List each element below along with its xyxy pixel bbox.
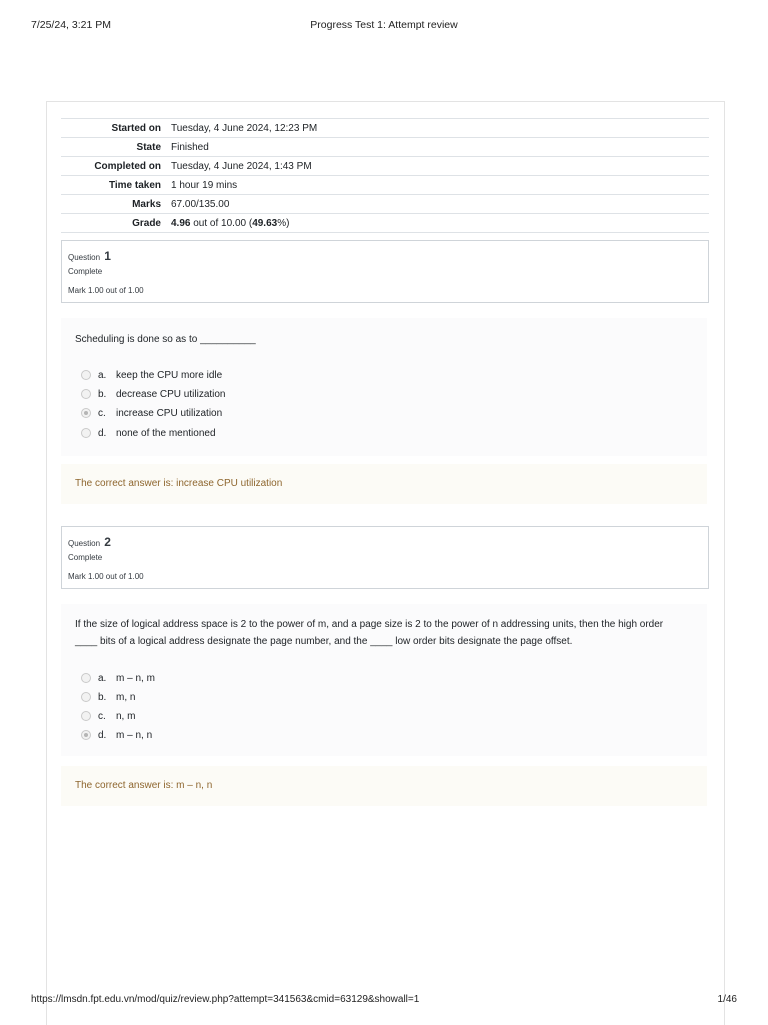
question-text: Scheduling is done so as to __________ [75, 334, 256, 345]
answer-letter: b. [98, 388, 107, 400]
question-2-formulation [61, 604, 707, 756]
question-1-info [61, 240, 709, 303]
print-page-title: Progress Test 1: Attempt review [310, 19, 458, 31]
question-prefix: Question [68, 539, 101, 548]
answer-text: m – n, n [116, 729, 153, 741]
print-header [31, 19, 737, 35]
answer-option-d[interactable] [81, 426, 216, 440]
summary-value: Tuesday, 4 June 2024, 1:43 PM [171, 160, 312, 172]
summary-row-time-taken [61, 175, 709, 194]
grade-percent: 49.63 [252, 217, 278, 229]
summary-label: Marks [132, 198, 161, 210]
answer-option-c[interactable] [81, 709, 135, 723]
summary-row-started [61, 118, 709, 137]
answer-letter: c. [98, 710, 106, 722]
question-number [68, 535, 111, 549]
question-state: Complete [68, 267, 103, 276]
summary-label: Started on [111, 122, 161, 134]
radio-button-selected[interactable] [81, 408, 91, 418]
radio-button[interactable] [81, 370, 91, 380]
summary-row-grade [61, 213, 709, 233]
print-footer [31, 994, 737, 1008]
radio-button[interactable] [81, 673, 91, 683]
question-number-value: 2 [104, 535, 111, 549]
summary-label: Time taken [108, 179, 161, 191]
answer-letter: a. [98, 369, 107, 381]
summary-row-state [61, 137, 709, 156]
question-state: Complete [68, 553, 103, 562]
answer-text: n, m [116, 710, 136, 722]
question-2-feedback [61, 766, 707, 806]
correct-answer-text: The correct answer is: increase CPU utilization [75, 478, 283, 489]
print-url: https://lmsdn.fpt.edu.vn/mod/quiz/review.php?attempt=341563&cmid=63129&showall=1 [31, 994, 420, 1005]
question-text-line-2: ____ bits of a logical address designate the page number, and the ____ low order bits designate the page offset. [75, 636, 573, 647]
question-prefix: Question [68, 253, 101, 262]
summary-value: Finished [171, 141, 209, 153]
answer-letter: a. [98, 672, 107, 684]
correct-answer-text: The correct answer is: m – n, n [75, 780, 213, 791]
answer-text: m – n, m [116, 672, 155, 684]
summary-label: Completed on [94, 160, 161, 172]
question-1-formulation [61, 318, 707, 456]
summary-row-marks [61, 194, 709, 213]
question-number-value: 1 [104, 249, 111, 263]
answer-text: increase CPU utilization [116, 407, 223, 419]
radio-button[interactable] [81, 692, 91, 702]
answer-option-a[interactable] [81, 671, 155, 685]
summary-label: Grade [132, 217, 161, 229]
summary-value: 67.00/135.00 [171, 198, 230, 210]
summary-label: State [136, 141, 161, 153]
answer-option-b[interactable] [81, 387, 226, 401]
answer-letter: c. [98, 407, 106, 419]
attempt-summary-table [61, 118, 709, 233]
answer-option-b[interactable] [81, 690, 135, 704]
answer-text: none of the mentioned [116, 427, 216, 439]
question-grade: Mark 1.00 out of 1.00 [68, 572, 144, 581]
answer-letter: d. [98, 427, 107, 439]
grade-out-of: out of 10.00 ( [190, 217, 253, 229]
answer-letter: b. [98, 691, 107, 703]
answer-option-a[interactable] [81, 368, 222, 382]
summary-value: 1 hour 19 mins [171, 179, 238, 191]
grade-score: 4.96 [171, 217, 191, 229]
summary-value [171, 218, 709, 229]
print-page-number: 1/46 [717, 994, 737, 1005]
radio-button[interactable] [81, 711, 91, 721]
print-date: 7/25/24, 3:21 PM [31, 19, 111, 31]
radio-button[interactable] [81, 389, 91, 399]
radio-button[interactable] [81, 428, 91, 438]
answer-text: keep the CPU more idle [116, 369, 223, 381]
answer-option-c[interactable] [81, 406, 222, 420]
radio-button-selected[interactable] [81, 730, 91, 740]
question-grade: Mark 1.00 out of 1.00 [68, 286, 144, 295]
answer-letter: d. [98, 729, 107, 741]
answer-option-d[interactable] [81, 728, 152, 742]
question-number [68, 249, 111, 263]
question-1-feedback [61, 464, 707, 504]
question-text-line-1: If the size of logical address space is 2 to the power of m, and a page size is 2 to the power of n addressing units, then the high order [75, 619, 664, 630]
answer-text: m, n [116, 691, 136, 703]
question-2-info [61, 526, 709, 589]
summary-value: Tuesday, 4 June 2024, 12:23 PM [171, 122, 318, 134]
summary-row-completed [61, 156, 709, 175]
answer-text: decrease CPU utilization [116, 388, 226, 400]
grade-end: %) [277, 217, 290, 229]
